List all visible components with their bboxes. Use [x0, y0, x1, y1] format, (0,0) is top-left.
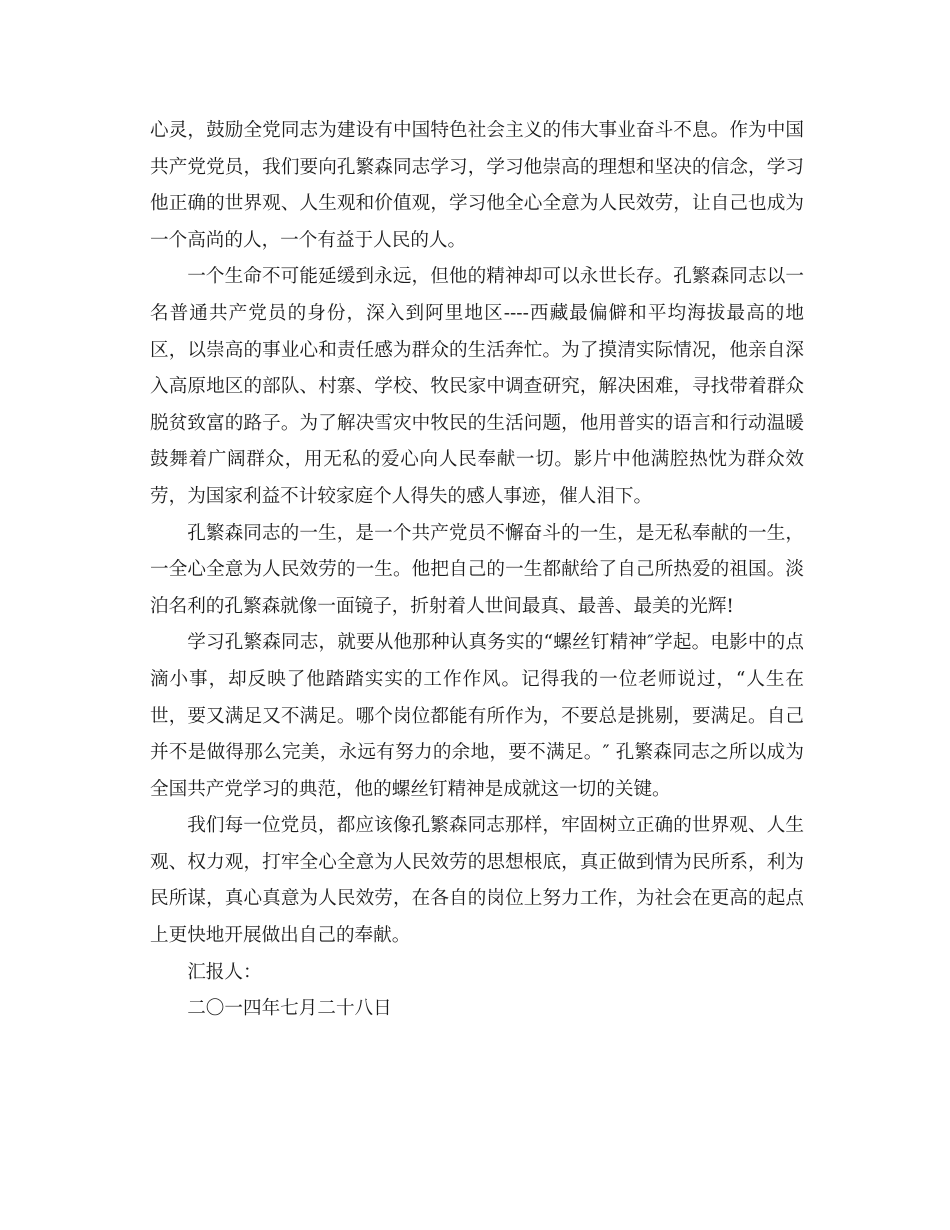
- paragraph-continuation: 心灵，鼓励全党同志为建设有中国特色社会主义的伟大事业奋斗不息。作为中国共产党党员，我们要向孔繁森同志学习，学习他崇高的理想和坚决的信念，学习他正确的世界观、人生观和价值观，学习他全心全意为人民效劳，让自己也成为一个高尚的人，一个有益于人民的人。: [150, 120, 804, 251]
- paragraph-lifetime: 孔繁森同志的一生，是一个共产党员不懈奋斗的一生，是无私奉献的一生，一全心全意为人民效劳的一生。他把自己的一生都献给了自己所热爱的祖国。淡泊名利的孔繁森就像一面镜子，折射着人世间最真、最善、最美的光辉!: [150, 522, 804, 617]
- paragraph-life-spirit: 一个生命不可能延缓到永远，但他的精神却可以永世长存。孔繁森同志以一名普通共产党员的身份，深入到阿里地区----西藏最偏僻和平均海拔最高的地区，以崇高的事业心和责任感为群众的生活奔忙。为了摸清实际情况，他亲自深入高原地区的部队、村寨、学校、牧民家中调查研究，解决困难，寻找带着群众脱贫致富的路子。为了解决雪灾中牧民的生活问题，他用普实的语言和行动温暖鼓舞着广阔群众，用无私的爱心向人民奉献一切。影片中他满腔热忱为群众效劳，为国家利益不计较家庭个人得失的感人事迹，催人泪下。: [150, 266, 804, 507]
- paragraph-conclusion: 我们每一位党员，都应该像孔繁森同志那样，牢固树立正确的世界观、人生观、权力观，打牢全心全意为人民效劳的思想根底，真正做到情为民所系，利为民所谋，真心真意为人民效劳，在各自的岗位上努力工作，为社会在更高的起点上更快地开展做出自己的奉献。: [150, 815, 804, 947]
- document-body: [150, 113, 804, 1028]
- reporter-label: 汇报人：: [187, 961, 262, 983]
- paragraph-screw-spirit: 学习孔繁森同志，就要从他那种认真务实的“螺丝钉精神″学起。电影中的点滴小事，却反映了他踏踏实实的工作作风。记得我的一位老师说过，“人生在世，要又满足又不满足。哪个岗位都能有所作为，不要总是挑剔，要满足。自己并不是做得那么完美，永远有努力的余地，要不满足。″ 孔繁森同志之所以成为全国共产党学习的典范，他的螺丝钉精神是成就这一切的关键。: [150, 632, 804, 800]
- report-date: 二〇一四年七月二十八日: [187, 998, 392, 1020]
